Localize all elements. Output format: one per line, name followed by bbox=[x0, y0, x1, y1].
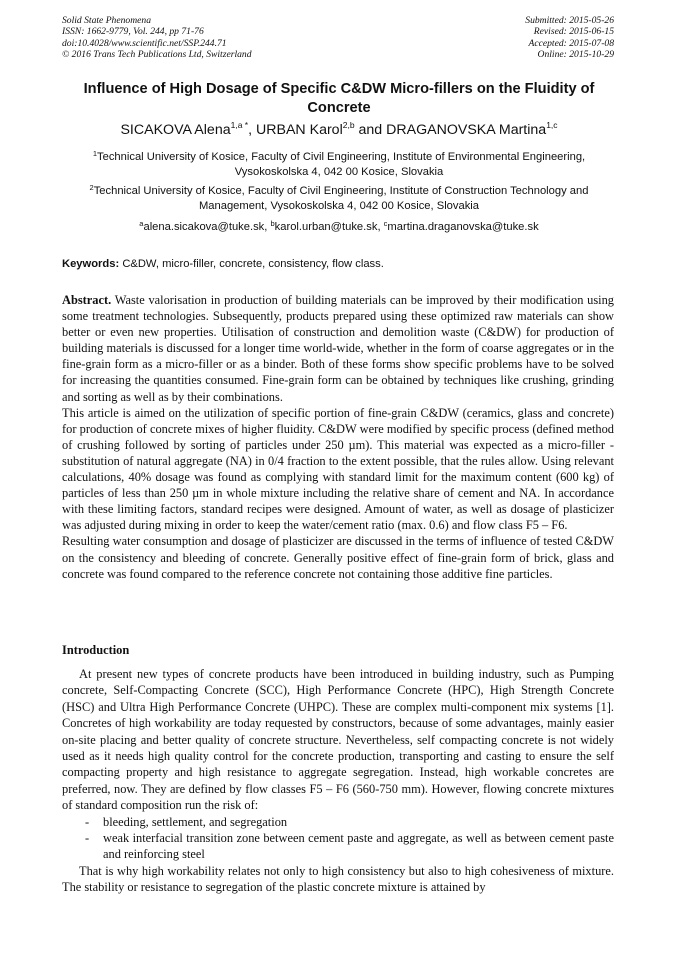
list-item: - weak interfacial transition zone between cement paste and aggregate, as well as between cement paste and reinforcing steel bbox=[85, 831, 614, 862]
issn-volume: ISSN: 1662-9779, Vol. 244, pp 71-76 bbox=[62, 26, 204, 38]
author-name: DRAGANOVSKA Martina bbox=[386, 122, 547, 138]
affiliation-marker: 2 bbox=[89, 183, 94, 192]
keywords bbox=[62, 257, 618, 271]
section-heading: Introduction bbox=[62, 643, 130, 657]
affiliation-1 bbox=[68, 150, 610, 180]
author-separator: , bbox=[248, 122, 256, 138]
online-date: Online: 2015-10-29 bbox=[537, 48, 614, 60]
email-list: $^a$alena.sicakova@tuke.sk, $^b$karol.urban@tuke.sk, $^c$martina.draganovska@tuke.sk bbox=[139, 219, 539, 233]
keywords-text: C&DW, micro-filler, concrete, consistency, flow class. bbox=[122, 258, 384, 270]
keywords-label: Keywords: bbox=[62, 258, 120, 270]
body-paragraph: That is why high workability relates not only to high consistency but also to high cohesiveness of mixture. The stability or resistance to segregation of the plastic concrete mixture is attained by bbox=[62, 863, 614, 895]
abstract-paragraph: Resulting water consumption and dosage of plasticizer are discussed in the terms of influence of tested C&DW on the consistency and bleeding of concrete. Generally positive effect of fine-grain form of brick, glass and concrete was found compared to the reference concrete not containing those additive fine particles. bbox=[62, 534, 614, 581]
publication-dates bbox=[525, 15, 614, 60]
author-name: URBAN Karol bbox=[256, 122, 343, 138]
affiliation-marker: 1 bbox=[92, 149, 98, 158]
abstract-paragraph: This article is aimed on the utilization of specific portion of fine-grain C&DW (ceramics, glass and concrete) for production of concrete mixes of higher fluidity. C&DW were modified by specific process (defined method of crushing followed by sorting of particles under 250 µm). This material was expected as a micro-filler - substitution of natural aggregate (NA) in 0/4 fraction to the extent possible, that the rules allow. Using relevant calculations, 40% dosage was found as complying with standard limit for the maximum content (600 kg) of particles of less than 250 µm in whole mixture including the relative share of cement and NA. In accordance with these limiting factors, standard recipes were designed. Amount of water, as well as dosage of plasticizer was adjusted during mixing in order to keep the water/cement ratio (max. 0.6) and flow class F5 – F6. bbox=[62, 405, 614, 533]
author-separator: and bbox=[354, 122, 387, 138]
author-superscript: 1,c bbox=[546, 120, 558, 130]
email-marker: c bbox=[383, 219, 388, 228]
submitted-date: Submitted: 2015-05-26 bbox=[525, 15, 614, 26]
email-link[interactable]: alena.sicakova@tuke.sk bbox=[143, 221, 265, 233]
body-paragraph: At present new types of concrete products have been introduced in building industry, such as Pumping concrete, Self-Compacting Concrete (SCC), High Performance Concrete (HPC), High Strength Concrete (HSC) and Ultra High Performance Concrete (UHPC). These are complex multi-component mix systems [1]. Concretes of high workability are today requested by constructors, because of some advantages, mainly easier on-site placing and better quality of concrete structure. Nevertheless, self compacting concrete is not widely used as it needs high quality control for the concrete production, transporting and casting to ensure the self compacting property and high resistance to aggregate segregation. Instead, high workable concretes are preferred, now. They are defined by flow classes F5 – F6 (560-750 mm). However, flowing concrete mixtures of standard composition run the risk of: bbox=[62, 667, 614, 813]
journal-info bbox=[62, 15, 252, 60]
email-marker: b bbox=[270, 219, 275, 228]
author-list bbox=[40, 121, 638, 139]
email-link[interactable]: martina.draganovska@tuke.sk bbox=[387, 221, 539, 233]
journal-name: Solid State Phenomena bbox=[62, 15, 151, 26]
introduction-body bbox=[62, 666, 614, 896]
author-superscript: 2,b bbox=[342, 120, 355, 130]
abstract-label: Abstract. bbox=[62, 293, 112, 307]
abstract-paragraph: Abstract. Waste valorisation in production of building materials can be improved by their modification using some treatment technologies. Subsequently, products prepared using these optimized raw materials can show better or even new properties. Utilisation of construction and demolition waste (C&DW) for production of building materials is discussed for a longer time world-wide, whether in the form of coarse aggregates or in the fine-grain form as a micro-filler or as a binder. Both of these forms show specific problems have to be solved for increasing the quantities consumed. Fine-grain form can be obtained by techniques like crushing, grinding and sorting as well as by their combinations. bbox=[62, 293, 614, 404]
doi[interactable]: doi:10.4028/www.scientific.net/SSP.244.71 bbox=[62, 37, 227, 49]
bullet-list bbox=[62, 814, 614, 863]
bullet-dash: - bbox=[85, 814, 90, 829]
email-marker: a bbox=[139, 219, 144, 228]
revised-date: Revised: 2015-06-15 bbox=[533, 26, 614, 38]
author-superscript: 1,a * bbox=[230, 120, 249, 130]
affiliation-2 bbox=[68, 184, 610, 214]
author-name: SICAKOVA Alena bbox=[120, 122, 231, 138]
accepted-date: Accepted: 2015-07-08 bbox=[528, 37, 614, 49]
list-item: - bleeding, settlement, and segregation bbox=[85, 814, 288, 829]
affiliation-text: Technical University of Kosice, Faculty of Civil Engineering, Institute of Environmental Engineering, Vysokoskolska 4, 042 00 Kosice, Slovakia bbox=[97, 151, 586, 178]
bullet-dash: - bbox=[85, 831, 90, 846]
copyright: © 2016 Trans Tech Publications Ltd, Switzerland bbox=[62, 48, 252, 60]
abstract bbox=[62, 292, 614, 582]
email-link[interactable]: karol.urban@tuke.sk bbox=[274, 221, 378, 233]
affiliation-text: Technical University of Kosice, Faculty of Civil Engineering, Institute of Construction Technology and Management, Vysokoskolska 4, 042 00 Kosice, Slovakia bbox=[93, 185, 589, 212]
paper-title: Influence of High Dosage of Specific C&DW Micro-fillers on the Fluidity of Concrete bbox=[83, 81, 595, 116]
